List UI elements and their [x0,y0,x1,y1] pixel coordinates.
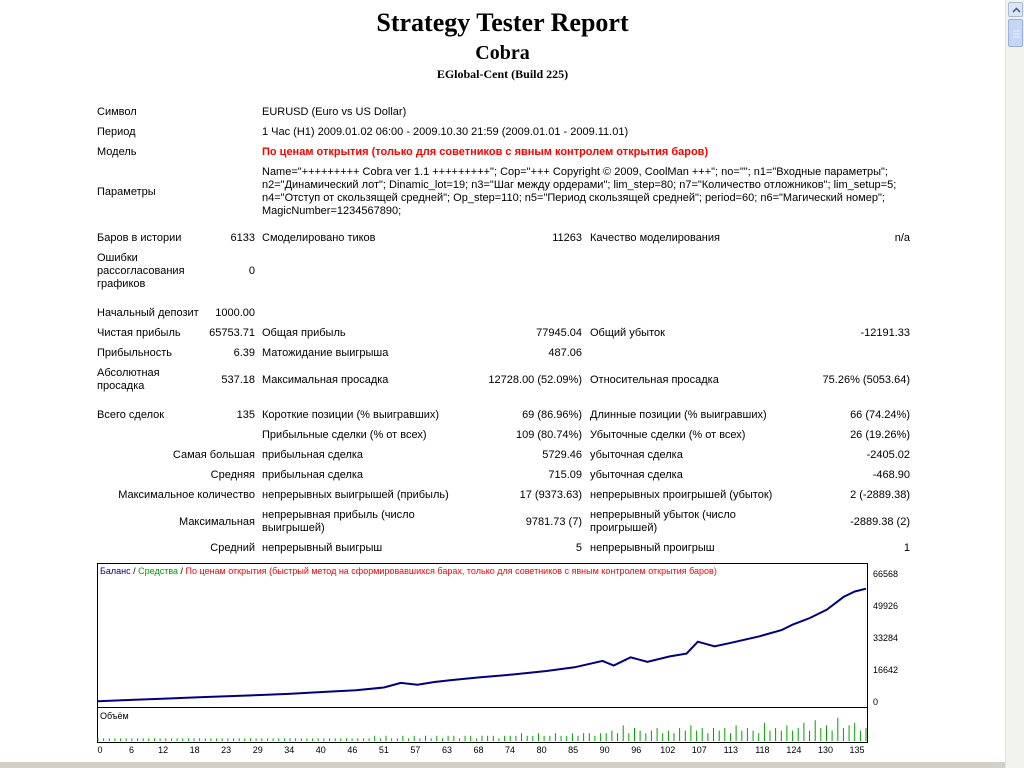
y-tick-label: 33284 [873,633,899,643]
y-tick-label: 49926 [873,601,899,611]
x-tick-label: 34 [284,745,295,755]
model-value: По ценам открытия (только для советников с явным контролем открытия баров) [262,146,709,158]
x-tick-label: 113 [723,745,738,755]
max-consec-losses-label: непрерывных проигрышей (убыток) [590,489,773,501]
profit-factor-label: Прибыльность [97,347,172,359]
ticks-value: 11263 [552,232,582,244]
avg-consec-wins-label: непрерывный выигрыш [262,542,383,554]
largest-win-value: 5729.46 [542,449,582,461]
maximal-loss-value: -2889.38 (2) [850,516,910,528]
params-label: Параметры [97,186,156,198]
x-tick-label: 57 [410,745,421,755]
deposit-label: Начальный депозит [97,307,199,319]
x-tick-label: 96 [631,745,642,755]
vertical-scrollbar[interactable] [1005,0,1024,768]
abs-drawdown-value: 537.18 [221,374,255,386]
x-tick-label: 12 [158,745,169,755]
gross-profit-label: Общая прибыль [262,327,346,339]
total-trades-value: 135 [236,409,255,421]
short-positions-value: 69 (86.96%) [522,409,582,421]
mismatch-label: Ошибки рассогласования графиков [97,252,185,290]
x-tick-label: 90 [599,745,610,755]
x-tick-label: 18 [189,745,200,755]
winning-trades-value: 109 (80.74%) [515,429,582,441]
legend-separator: / [178,566,186,576]
chevron-up-icon [1009,3,1024,18]
rel-drawdown-label: Относительная просадка [590,374,719,386]
average-win-label: прибыльная сделка [262,469,364,481]
long-positions-value: 66 (74.24%) [850,409,910,421]
bars-value: 6133 [230,232,255,244]
maximal-profit-label: непрерывная прибыль (число выигрышей) [262,509,415,534]
average-label: Средняя [210,469,255,481]
largest-loss-value: -2405.02 [866,449,910,461]
mismatch-value: 0 [248,265,255,277]
avg-consec-losses-value: 1 [903,542,910,554]
model-label: Модель [97,146,137,158]
maximal-label: Максимальная [179,516,255,528]
expert-name: Cobra [475,42,530,64]
legend-model: По ценам открытия (быстрый метод на сформировавшихся барах, только для советников с явным контролем открытия баров) [185,566,717,576]
y-tick-label: 16642 [873,665,899,675]
x-tick-label: 135 [849,745,865,755]
net-profit-label: Чистая прибыль [97,327,181,339]
x-tick-label: 46 [347,745,358,755]
x-tick-label: 51 [378,745,389,755]
x-tick-label: 68 [473,745,484,755]
payoff-label: Матожидание выигрыша [262,347,389,359]
quality-value: n/a [894,232,910,244]
abs-drawdown-label: Абсолютная просадка [97,367,160,392]
largest-loss-label: убыточная сделка [590,449,683,461]
quality-label: Качество моделирования [590,232,720,244]
x-tick-label: 102 [660,745,676,755]
period-label: Период [97,126,136,138]
y-tick-label: 66568 [873,569,899,579]
long-positions-label: Длинные позиции (% выигравших) [590,409,767,421]
deposit-value: 1000.00 [215,307,255,319]
short-positions-label: Короткие позиции (% выигравших) [262,409,440,421]
horizontal-scrollbar[interactable] [0,762,1005,768]
max-drawdown-label: Максимальная просадка [262,374,389,386]
max-consec-losses-value: 2 (-2889.38) [850,489,910,501]
losing-trades-value: 26 (19.26%) [850,429,910,441]
max-consec-wins-label: непрерывных выигрышей (прибыль) [262,489,449,501]
x-tick-label: 74 [505,745,516,755]
max-count-label: Максимальное количество [118,489,255,501]
average-loss-value: -468.90 [872,469,910,481]
profit-factor-value: 6.39 [233,347,255,359]
params-value: Name="+++++++++ Cobra ver 1.1 +++++++++"; Cop="+++ Copyright © 2009, CoolMan +++"; no=""; n1="Входные параметры"; n2="Динамический лот"; Dinamic_lot=19; n3="Шаг между ордерами"; lim_step=80; n7="Количество отложников"; lim_setup=5; n4="Отступ от скользящей средней"; Op_step=110; n5="Период скользящей средней"; period=60; n6="Магический номер"; MagicNumber=1234567890; [262,166,897,217]
legend-equity: Средства [138,566,179,576]
legend-separator: / [130,566,139,576]
balance-line [98,589,866,702]
bars-label: Баров в истории [97,232,182,244]
x-tick-label: 29 [252,745,263,755]
volume-label: Объём [100,711,129,721]
avg-consec-losses-label: непрерывный проигрыш [590,542,715,554]
gross-loss-label: Общий убыток [590,327,665,339]
x-tick-label: 130 [817,745,833,755]
average-win-value: 715.09 [548,469,582,481]
losing-trades-label: Убыточные сделки (% от всех) [590,429,746,441]
net-profit-value: 65753.71 [209,327,255,339]
symbol-value: EURUSD (Euro vs US Dollar) [262,106,407,118]
x-tick-label: 63 [441,745,452,755]
x-tick-label: 6 [129,745,135,755]
average-loss-label: убыточная сделка [590,469,683,481]
winning-trades-label: Прибыльные сделки (% от всех) [262,429,427,441]
avg-consec-label: Средний [210,542,255,554]
symbol-label: Символ [97,106,137,118]
rel-drawdown-value: 75.26% (5053.64) [822,374,910,386]
y-tick-label: 0 [873,697,879,707]
x-tick-label: 118 [755,745,770,755]
server-build: EGlobal-Cent (Build 225) [436,67,569,81]
payoff-value: 487.06 [548,347,582,359]
x-tick-label: 23 [221,745,232,755]
avg-consec-wins-value: 5 [575,542,582,554]
x-tick-label: 107 [691,745,707,755]
report-title: Strategy Tester Report [376,8,629,37]
largest-label: Самая большая [172,449,255,461]
scroll-thumb[interactable] [1008,19,1023,47]
largest-win-label: прибыльная сделка [262,449,364,461]
maximal-loss-label: непрерывный убыток (число проигрышей) [590,509,736,534]
total-trades-label: Всего сделок [97,409,165,421]
gross-loss-value: -12191.33 [860,327,910,339]
ticks-label: Смоделировано тиков [262,232,376,244]
x-tick-label: 40 [315,745,326,755]
x-tick-label: 85 [568,745,579,755]
x-tick-label: 124 [786,745,802,755]
max-drawdown-value: 12728.00 (52.09%) [488,374,582,386]
legend-balance: Баланс [100,566,131,576]
max-consec-wins-value: 17 (9373.63) [519,489,582,501]
gross-profit-value: 77945.04 [536,327,582,339]
period-value: 1 Час (H1) 2009.01.02 06:00 - 2009.10.30 21:59 (2009.01.01 - 2009.11.01) [262,126,629,138]
scroll-up-button[interactable] [1008,2,1023,17]
maximal-profit-value: 9781.73 (7) [525,516,582,528]
x-tick-label: 0 [97,745,103,755]
grip-icon [1009,20,1024,48]
x-tick-label: 80 [536,745,547,755]
